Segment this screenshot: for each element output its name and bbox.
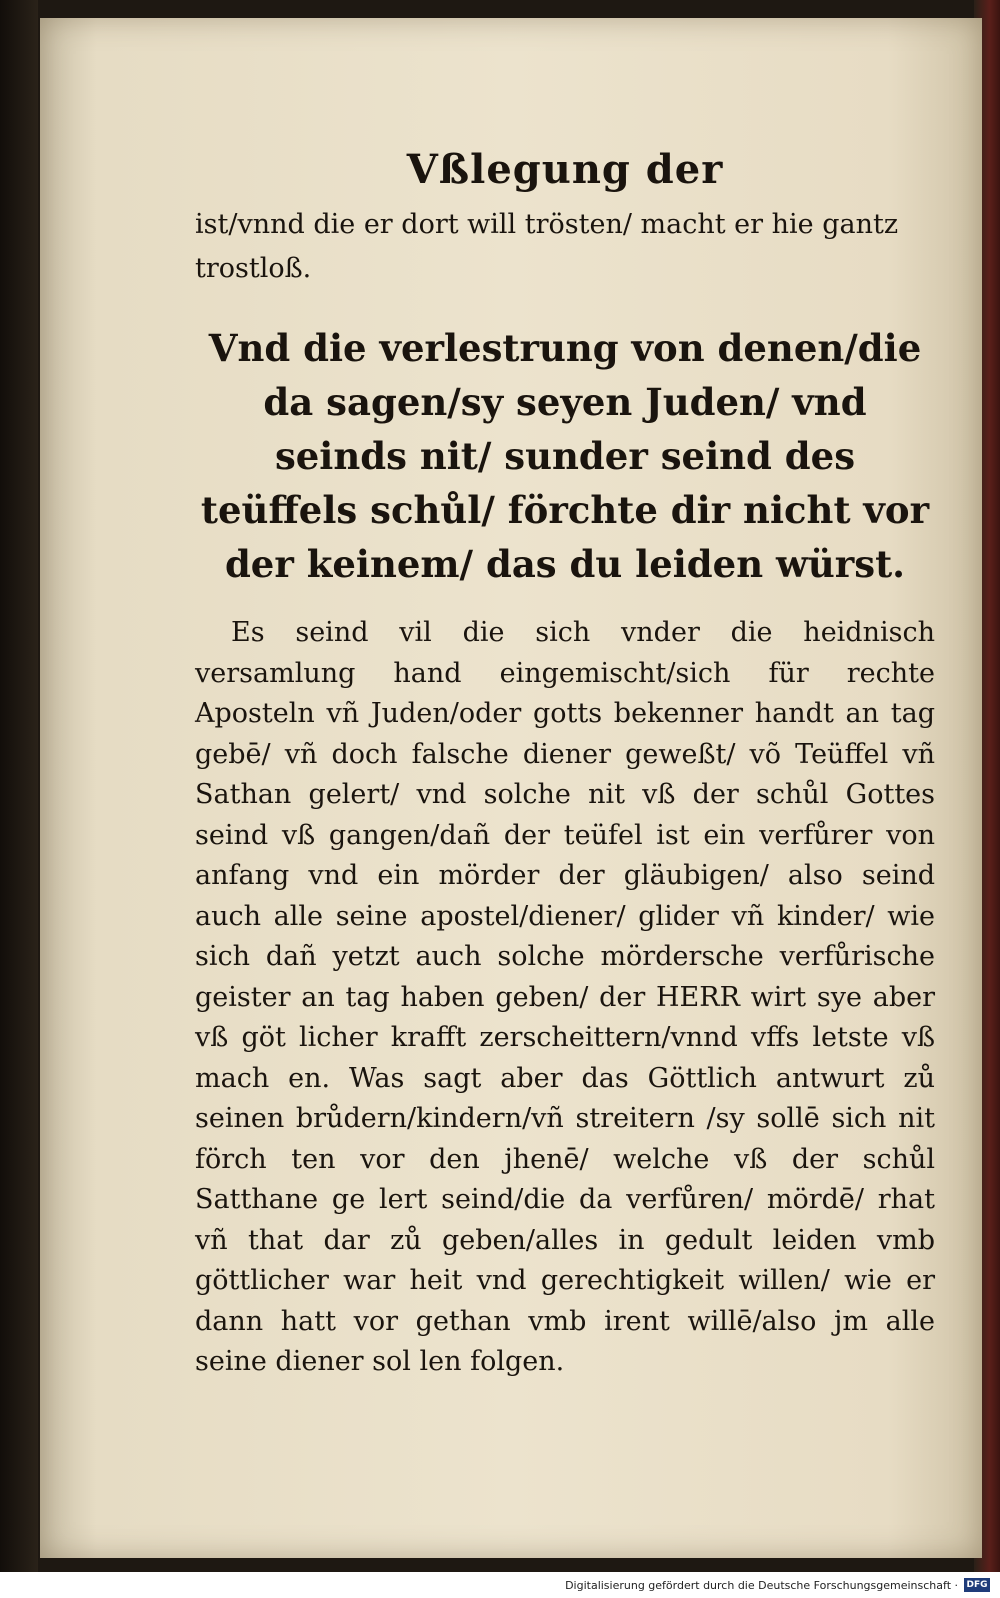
- digitization-footer: [0, 1572, 1000, 1598]
- dfg-logo: DFG: [964, 1578, 990, 1592]
- funding-credit: Digitalisierung gefördert durch die Deutsche Forschungsgemeinschaft ·: [565, 1578, 958, 1592]
- running-head: Vßlegung der: [406, 146, 724, 193]
- body-paragraph: Es seind vil die sich vnder die heidnisch versamlung hand eingemischt/sich für rechte Aposteln vñ Juden/oder gotts bekenner handt an tag gebē/ vñ doch falsche diener geweßt/ võ Teüffel vñ Sathan gelert/ vnd solche nit vß der schůl Gottes seind vß gangen/dañ der teüfel ist ein verfůrer von anfang vnd ein mörder der gläubigen/ also seind auch alle seine apostel/diener/ glider vñ kinder/ wie sich dañ yetzt auch solche mördersche verfůrische geister an tag haben geben/ der HERR wirt sye aber vß göt licher krafft zerscheittern/vnnd vffs letste vß mach en. Was sagt aber das Göttlich antwurt zů seinen brůdern/kindern/vñ streitern /sy sollē sich nit förch ten vor den jhenē/ welche vß der schůl Satthane ge lert seind/die da verfůren/ mördē/ rhat vñ that dar zů geben/alles in gedult leiden vmb göttlicher war heit vnd gerechtigkeit willen/ wie er dann hatt vor gethan vmb irent willē/also jm alle seine diener sol len folgen.: [195, 617, 935, 1377]
- verse-heading: Vnd die verlestrung von denen/die da sagen/sy seyen Juden/ vnd seinds nit/ sunder seind des teüffels schůl/ förchte dir nicht vor der keinem/ das du leiden würst.: [200, 326, 930, 586]
- page-text-block: [195, 128, 935, 1383]
- intro-text: ist/vnnd die er dort will trösten/ macht er hie gantz trostloß.: [195, 209, 899, 284]
- left-page-edge: [0, 0, 38, 1572]
- book-page: [40, 18, 982, 1558]
